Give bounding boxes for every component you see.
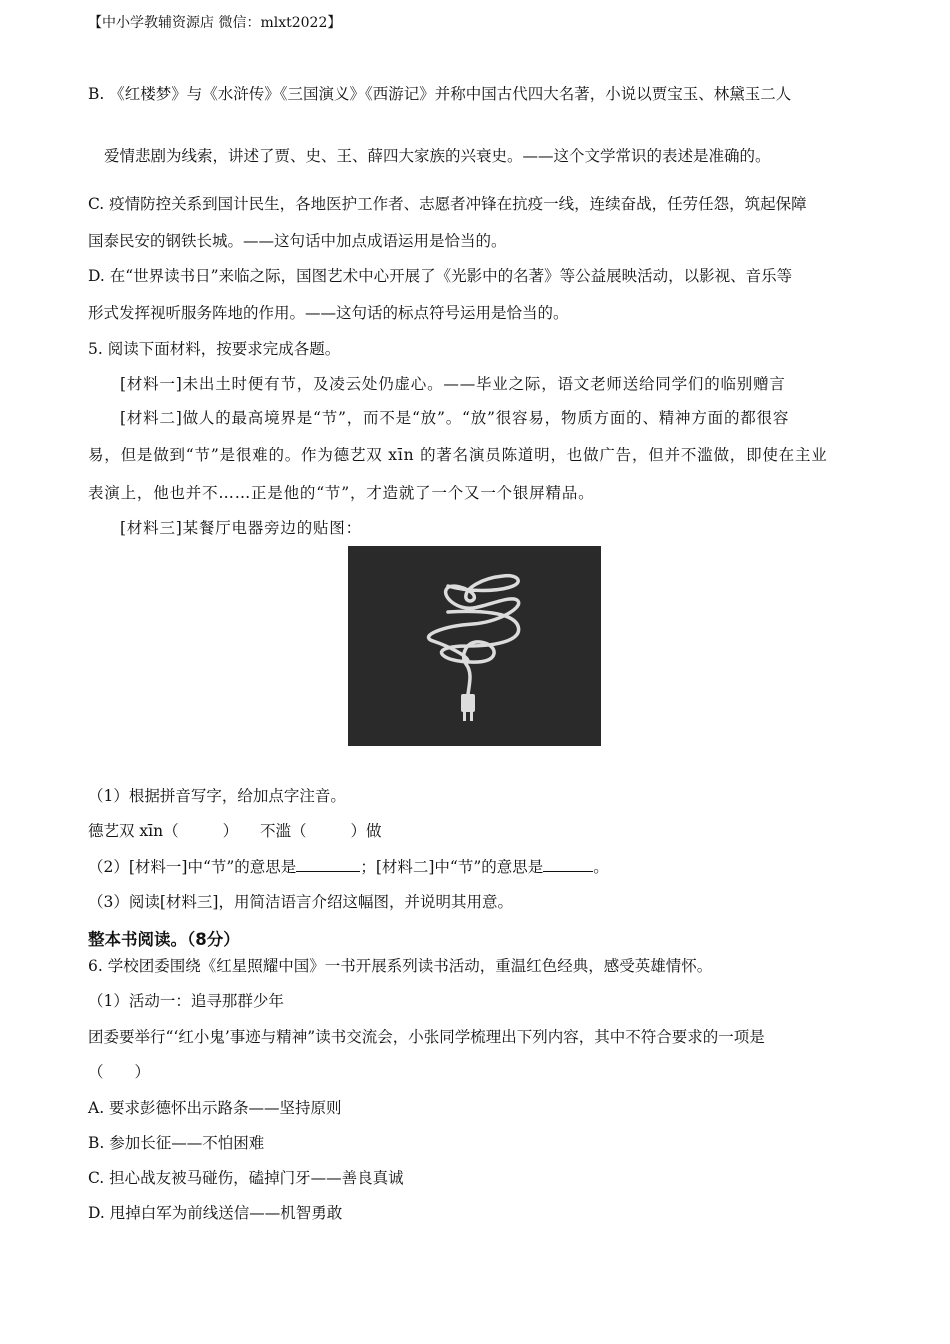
q5-sub2-end: 。 — [593, 858, 609, 876]
q5-sub3: （3）阅读[材料三]，用简洁语言介绍这幅图，并说明其用意。 — [88, 893, 513, 911]
page-header: 【中小学教辅资源店 微信：mlxt2022】 — [88, 15, 342, 31]
q6-option-b: B. 参加长征——不怕困难 — [88, 1134, 265, 1152]
q4-option-b-line1: B. 《红楼梦》与《水浒传》《三国演义》《西游记》并称中国古代四大名著，小说以贾宝玉、林黛玉二人 — [88, 85, 792, 103]
q4-option-c-line1: C. 疫情防控关系到国计民生，各地医护工作者、志愿者冲锋在抗疫一线，连续奋战，任劳任怨，筑起保障 — [88, 195, 807, 213]
answer-blank-1[interactable] — [296, 857, 360, 872]
q5-sub2-part-b: ；[材料二]中“节”的意思是 — [360, 858, 544, 876]
q5-stem: 5. 阅读下面材料，按要求完成各题。 — [88, 340, 341, 358]
material-2-line2: 易，但是做到“节”是很难的。作为德艺双 xīn 的著名演员陈道明，也做广告，但并不滥做，即使在主业 — [88, 446, 828, 464]
q5-sub2 — [88, 855, 609, 877]
q6-option-d: D. 甩掉白军为前线送信——机智勇敢 — [88, 1204, 343, 1222]
blank-lan-close: ）做 — [350, 822, 382, 840]
blank-lan-label: 不滥（ — [260, 822, 307, 840]
material-3: [材料三]某餐厅电器旁边的贴图： — [120, 519, 362, 537]
blank-xin-label: 德艺双 xīn（ — [88, 822, 179, 840]
q4-option-b-line2: 爱情悲剧为线索，讲述了贾、史、王、薛四大家族的兴衰史。——这个文学常识的表述是准确的。 — [104, 147, 771, 165]
blank-xin-close: ） — [222, 822, 239, 840]
q4-option-d-line1: D. 在“世界读书日”来临之际，国图艺术中心开展了《光影中的名著》等公益展映活动，以影视、音乐等 — [88, 267, 793, 285]
q6-option-a: A. 要求彭德怀出示路条——坚持原则 — [88, 1099, 342, 1117]
material-1: [材料一]未出土时便有节，及凌云处仍虚心。——毕业之际，语文老师送给同学们的临别赠言 — [120, 375, 786, 393]
section-title: 整本书阅读。（8分） — [88, 930, 240, 949]
answer-blank-2[interactable] — [543, 857, 593, 872]
material-2-line1: [材料二]做人的最高境界是“节”，而不是“放”。“放”很容易，物质方面的、精神方面的都很容 — [120, 409, 790, 427]
q6-description: 团委要举行“‘红小鬼’事迹与精神”读书交流会，小张同学梳理出下列内容，其中不符合要求的一项是 — [88, 1028, 765, 1046]
q4-option-c-line2: 国泰民安的钢铁长城。——这句话中加点成语运用是恰当的。 — [88, 232, 507, 250]
q5-sub2-part-a: （2）[材料一]中“节”的意思是 — [88, 858, 297, 876]
plug-cable-icon — [348, 546, 601, 746]
q6-answer-paren: （ ） — [88, 1063, 151, 1081]
material-2-line3: 表演上，他也并不……正是他的“节”，才造就了一个又一个银屏精品。 — [88, 484, 595, 502]
q6-option-c: C. 担心战友被马碰伤，磕掉门牙——善良真诚 — [88, 1169, 404, 1187]
q6-stem: 6. 学校团委围绕《红星照耀中国》一书开展系列读书活动，重温红色经典，感受英雄情怀。 — [88, 957, 713, 975]
q6-activity-1: （1）活动一：追寻那群少年 — [88, 992, 284, 1010]
q4-option-d-line2: 形式发挥视听服务阵地的作用。——这句话的标点符号运用是恰当的。 — [88, 304, 569, 322]
cable-jie-poster-image — [348, 546, 601, 746]
q5-sub1-answers — [88, 819, 382, 841]
q5-sub1: （1）根据拼音写字，给加点字注音。 — [88, 787, 346, 805]
